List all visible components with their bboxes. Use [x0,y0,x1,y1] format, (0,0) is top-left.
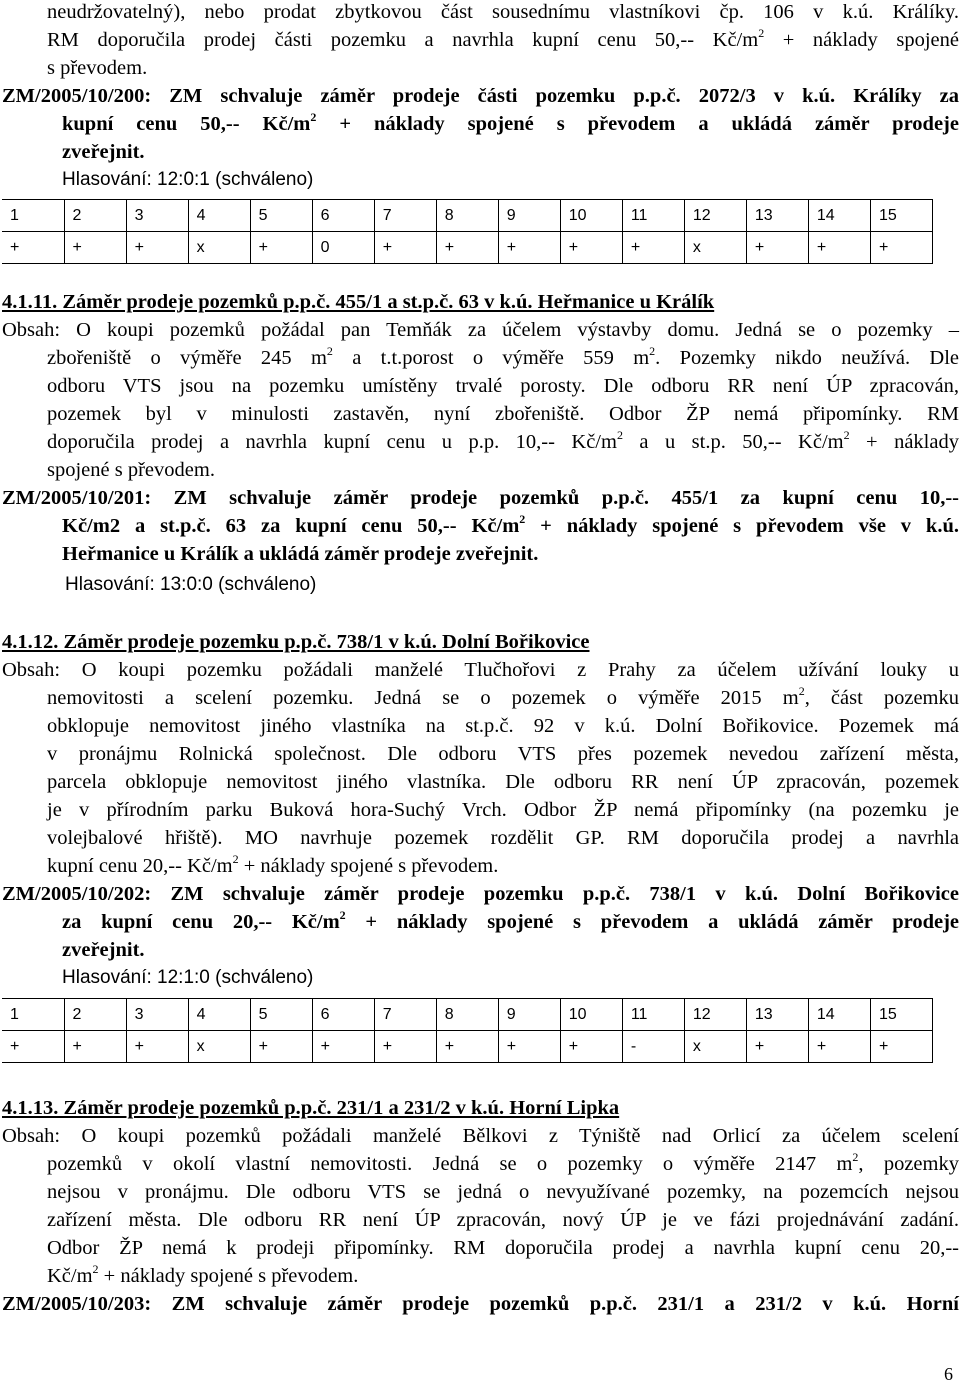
text-line: pozemků v okolí vlastní nemovitosti. Jedná se o pozemky o výměře 2147 $m^2$, pozemky [47,1150,959,1175]
table-cell: 15 [870,999,932,1031]
table-cell: 3 [126,200,188,232]
table-cell: 14 [808,999,870,1031]
table-cell: x [188,232,250,264]
resolution-text: kupní cenu 50,-- $Kč/m^2$ + náklady spojené s převodem a ukládá záměr prodeje [62,110,959,135]
table-cell: + [560,232,622,264]
table-cell: x [684,1031,746,1063]
resolution-text: ZM/2005/10/201: ZM schvaluje záměr prodeje pozemků p.p.č. 455/1 za kupní cenu 10,-- [2,487,959,509]
table-cell: + [2,232,64,264]
text-line: spojené s převodem. [47,459,215,481]
table-cell: 10 [560,200,622,232]
table-cell: + [436,232,498,264]
table-cell: 3 [126,999,188,1031]
table-cell: 8 [436,999,498,1031]
table-cell: 7 [374,200,436,232]
text-line: pozemek byl v minulosti zastavěn, nyní zbořeniště. Odbor ŽP nemá připomínky. RM [47,403,959,425]
table-cell: 4 [188,200,250,232]
table-cell: 9 [498,999,560,1031]
table-cell: 9 [498,200,560,232]
table-row [2,1031,933,1063]
resolution-text: ZM/2005/10/202: ZM schvaluje záměr prodeje pozemku p.p.č. 738/1 v k.ú. Dolní Bořikovice [2,883,959,905]
text-line: nejsou v pronájmu. Dle odboru VTS se jedná o nevyužívané pozemky, na pozemcích nejsou [47,1181,959,1203]
table-row [2,999,933,1031]
table-cell: + [746,1031,808,1063]
vote-result: Hlasování: 12:0:1 (schváleno) [62,169,314,190]
table-cell: 7 [374,999,436,1031]
table-cell: + [312,1031,374,1063]
resolution-text: za kupní cenu 20,-- $Kč/m^2$ + náklady spojené s převodem a ukládá záměr prodeje [62,908,959,933]
section-heading: 4.1.13. Záměr prodeje pozemků p.p.č. 231/1 a 231/2 v k.ú. Horní Lipka [2,1097,620,1119]
table-cell: 11 [622,999,684,1031]
resolution-text: Kč/m2 a st.p.č. 63 za kupní cenu 50,-- $Kč/m^2$ + náklady spojené s převodem vše v k.ú. [62,512,959,537]
table-cell: 13 [746,200,808,232]
table-cell: 5 [250,999,312,1031]
table-cell: 4 [188,999,250,1031]
table-cell: 2 [64,999,126,1031]
text-line: $Kč/m^2$ + náklady spojené s převodem. [47,1262,359,1287]
table-cell: + [746,232,808,264]
resolution-text: ZM/2005/10/203: ZM schvaluje záměr prodeje pozemků p.p.č. 231/1 a 231/2 v k.ú. Horní [2,1293,959,1315]
table-cell: + [808,1031,870,1063]
table-cell: + [498,232,560,264]
table-cell: + [808,232,870,264]
text-line: kupní cenu 20,-- $Kč/m^2$ + náklady spojené s převodem. [47,852,499,877]
table-cell: x [684,232,746,264]
resolution-text: ZM/2005/10/200: ZM schvaluje záměr prodeje části pozemku p.p.č. 2072/3 v k.ú. Králíky za [2,85,959,107]
table-cell: 8 [436,200,498,232]
table-cell: + [436,1031,498,1063]
resolution-text: zveřejnit. [62,141,145,163]
text-line: zařízení města. Dle odboru RR není ÚP zpracován, nový ÚP je ve fázi projednávání zadání. [47,1209,959,1231]
text-line: nemovitosti a scelení pozemku. Jedná se o pozemek o výměře 2015 $m^2$, část pozemku [47,684,959,709]
text-line: zbořeniště o výměře 245 $m^2$ a t.t.porost o výměře 559 $m^2$. Pozemky nikdo neužívá. Dle [47,344,959,369]
table-cell: 10 [560,999,622,1031]
table-cell: 12 [684,200,746,232]
resolution-text: zveřejnit. [62,939,145,961]
table-cell: 1 [2,999,64,1031]
vote-table [2,199,933,264]
text-line: Odbor ŽP nemá k prodeji připomínky. RM doporučila prodej a navrhla kupní cenu 20,-- [47,1237,959,1259]
table-cell: 5 [250,200,312,232]
section-heading: 4.1.11. Záměr prodeje pozemků p.p.č. 455/1 a st.p.č. 63 v k.ú. Heřmanice u Králík [2,291,715,313]
table-cell: + [870,1031,932,1063]
text-line: volejbalové hřiště). MO navrhuje pozemek rozdělit GP. RM doporučila prodej a navrhla [47,827,959,849]
vote-result: Hlasování: 12:1:0 (schváleno) [62,967,314,988]
table-cell: 1 [2,200,64,232]
table-cell: - [622,1031,684,1063]
text-line: RM doporučila prodej části pozemku a navrhla kupní cenu 50,-- $Kč/m^2$ + náklady spojené [47,26,960,51]
table-row [2,232,933,264]
text-line: Obsah: O koupi pozemků požádal pan Temňák za účelem výstavby domu. Jedná se o pozemky – [2,319,959,341]
table-cell: + [126,232,188,264]
table-cell: 12 [684,999,746,1031]
table-cell: + [374,232,436,264]
table-cell: 6 [312,200,374,232]
table-cell: + [250,232,312,264]
page-number: 6 [944,1364,953,1384]
table-cell: 13 [746,999,808,1031]
text-line: v pronájmu Rolnická společnost. Dle odboru VTS přes pozemek nevedou zařízení města, [47,743,959,765]
table-cell: + [64,1031,126,1063]
table-cell: + [498,1031,560,1063]
table-cell: + [870,232,932,264]
table-cell: 2 [64,200,126,232]
text-line: s převodem. [47,57,148,79]
text-line: parcela obklopuje nemovitost jiného vlastníka. Dle odboru RR není ÚP zpracován, pozemek [47,771,959,793]
table-cell: 14 [808,200,870,232]
table-cell: 6 [312,999,374,1031]
table-cell: + [250,1031,312,1063]
text-line: Obsah: O koupi pozemků požádali manželé Bělkovi z Týniště nad Orlicí za účelem scelení [2,1125,959,1147]
table-cell: x [188,1031,250,1063]
vote-table [2,998,933,1063]
resolution-text: Heřmanice u Králík a ukládá záměr prodeje zveřejnit. [62,543,539,565]
table-cell: + [126,1031,188,1063]
table-cell: + [2,1031,64,1063]
table-row [2,200,933,232]
vote-result: Hlasování: 13:0:0 (schváleno) [65,574,317,595]
text-line: Obsah: O koupi pozemku požádali manželé Tlučhořovi z Prahy za účelem užívání louky u [2,659,959,681]
text-line: odboru VTS jsou na pozemku umístěny trvalé porosty. Dle odboru RR není ÚP zpracován, [47,375,959,397]
table-cell: 15 [870,200,932,232]
table-cell: + [64,232,126,264]
table-cell: + [560,1031,622,1063]
table-cell: + [622,232,684,264]
text-line: doporučila prodej a navrhla kupní cenu u p.p. 10,-- $Kč/m^2$ a u st.p. 50,-- $Kč/m^2$ + náklady [47,428,959,453]
text-line: neudržovatelný), nebo prodat zbytkovou část sousednímu vlastníkovi čp. 106 v k.ú. Králíky. [47,1,959,23]
table-cell: 11 [622,200,684,232]
table-cell: 0 [312,232,374,264]
section-heading: 4.1.12. Záměr prodeje pozemku p.p.č. 738/1 v k.ú. Dolní Bořikovice [2,631,590,653]
text-line: obklopuje nemovitost jiného vlastníka na st.p.č. 92 v k.ú. Dolní Bořikovice. Pozemek má [47,715,959,737]
text-line: je v přírodním parku Buková hora-Suchý Vrch. Odbor ŽP nemá připomínky (na pozemku je [47,799,959,821]
table-cell: + [374,1031,436,1063]
